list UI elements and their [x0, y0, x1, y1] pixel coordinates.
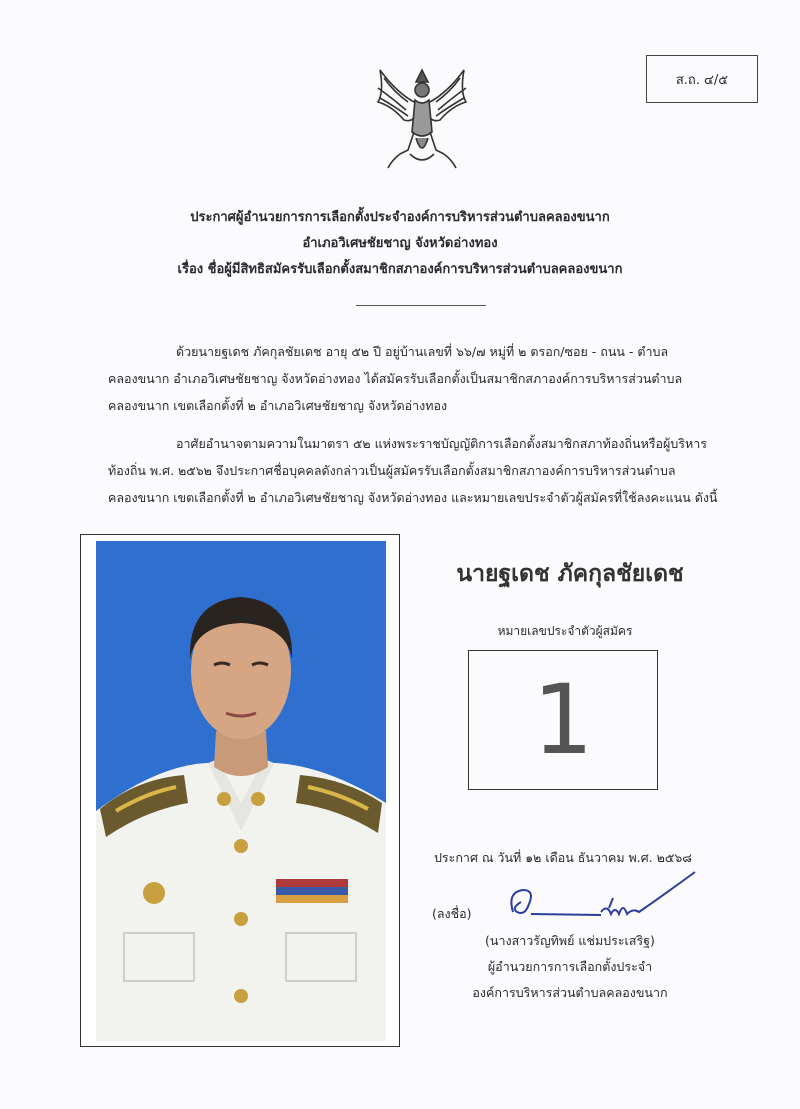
signer-name: (นางสาวรัญทิพย์ แช่มประเสริฐ) [485, 933, 655, 948]
signer-title-2: องค์การบริหารส่วนตำบลคลองขนาก [472, 985, 668, 1000]
announcement-date: ประกาศ ณ วันที่ ๑๒ เดือน ธันวาคม พ.ศ. ๒๕๖๘ [434, 850, 692, 865]
paragraph-2-line-1: อาศัยอำนาจตามความในมาตรา ๕๒ แห่งพระราชบัญญัติการเลือกตั้งสมาชิกสภาท้องถิ่นหรือผู้บริหาร [176, 436, 707, 451]
paragraph-1-line-2: คลองขนาก อำเภอวิเศษชัยชาญ จังหวัดอ่างทอง ได้สมัครรับเลือกตั้งเป็นสมาชิกสภาองค์การบริหารส่วนตำบล [108, 371, 683, 386]
candidate-name: นายฐเดช ภัคกุลชัยเดช [456, 561, 684, 587]
signature-label: (ลงชื่อ) [432, 906, 472, 921]
paragraph-1-line-1: ด้วยนายฐเดช ภัคกุลชัยเดช อายุ ๕๒ ปี อยู่บ้านเลขที่ ๖๖/๗ หมู่ที่ ๒ ตรอก/ซอย - ถนน - ตำบล [176, 344, 669, 359]
garuda-emblem-icon [370, 62, 474, 172]
candidate-number-box [468, 650, 658, 790]
announcement-header [100, 205, 700, 283]
header-subject: เรื่อง ชื่อผู้มีสิทธิสมัครรับเลือกตั้งสมาชิกสภาองค์การบริหารส่วนตำบลคลองขนาก [177, 262, 623, 277]
header-divider [356, 305, 486, 306]
paragraph-2-line-3: คลองขนาก เขตเลือกตั้งที่ ๒ อำเภอวิเศษชัยชาญ จังหวัดอ่างทอง และหมายเลขประจำตัวผู้สมัครที่ใช้ลงคะแนน ดังนี้ [108, 490, 718, 505]
header-line-1: ประกาศผู้อำนวยการการเลือกตั้งประจำองค์การบริหารส่วนตำบลคลองขนาก [190, 210, 610, 225]
candidate-number: 1 [532, 664, 594, 776]
signer-block [440, 928, 700, 1006]
paragraph-2 [108, 430, 718, 511]
signer-title-1: ผู้อำนวยการการเลือกตั้งประจำ [487, 959, 653, 974]
candidate-number-label: หมายเลขประจำตัวผู้สมัคร [497, 624, 633, 638]
paragraph-2-line-2: ท้องถิ่น พ.ศ. ๒๕๖๒ จึงประกาศชื่อบุคคลดังกล่าวเป็นผู้สมัครรับเลือกตั้งสมาชิกสภาองค์การบริหารส่วนตำบล [108, 463, 676, 478]
paragraph-1-line-3: คลองขนาก เขตเลือกตั้งที่ ๒ อำเภอวิเศษชัยชาญ จังหวัดอ่างทอง [108, 398, 448, 413]
form-code-box: ส.ถ. ๔/๕ [646, 55, 758, 103]
header-line-2: อำเภอวิเศษชัยชาญ จังหวัดอ่างทอง [302, 236, 498, 251]
paragraph-1 [108, 338, 708, 419]
candidate-photo [80, 534, 400, 1047]
